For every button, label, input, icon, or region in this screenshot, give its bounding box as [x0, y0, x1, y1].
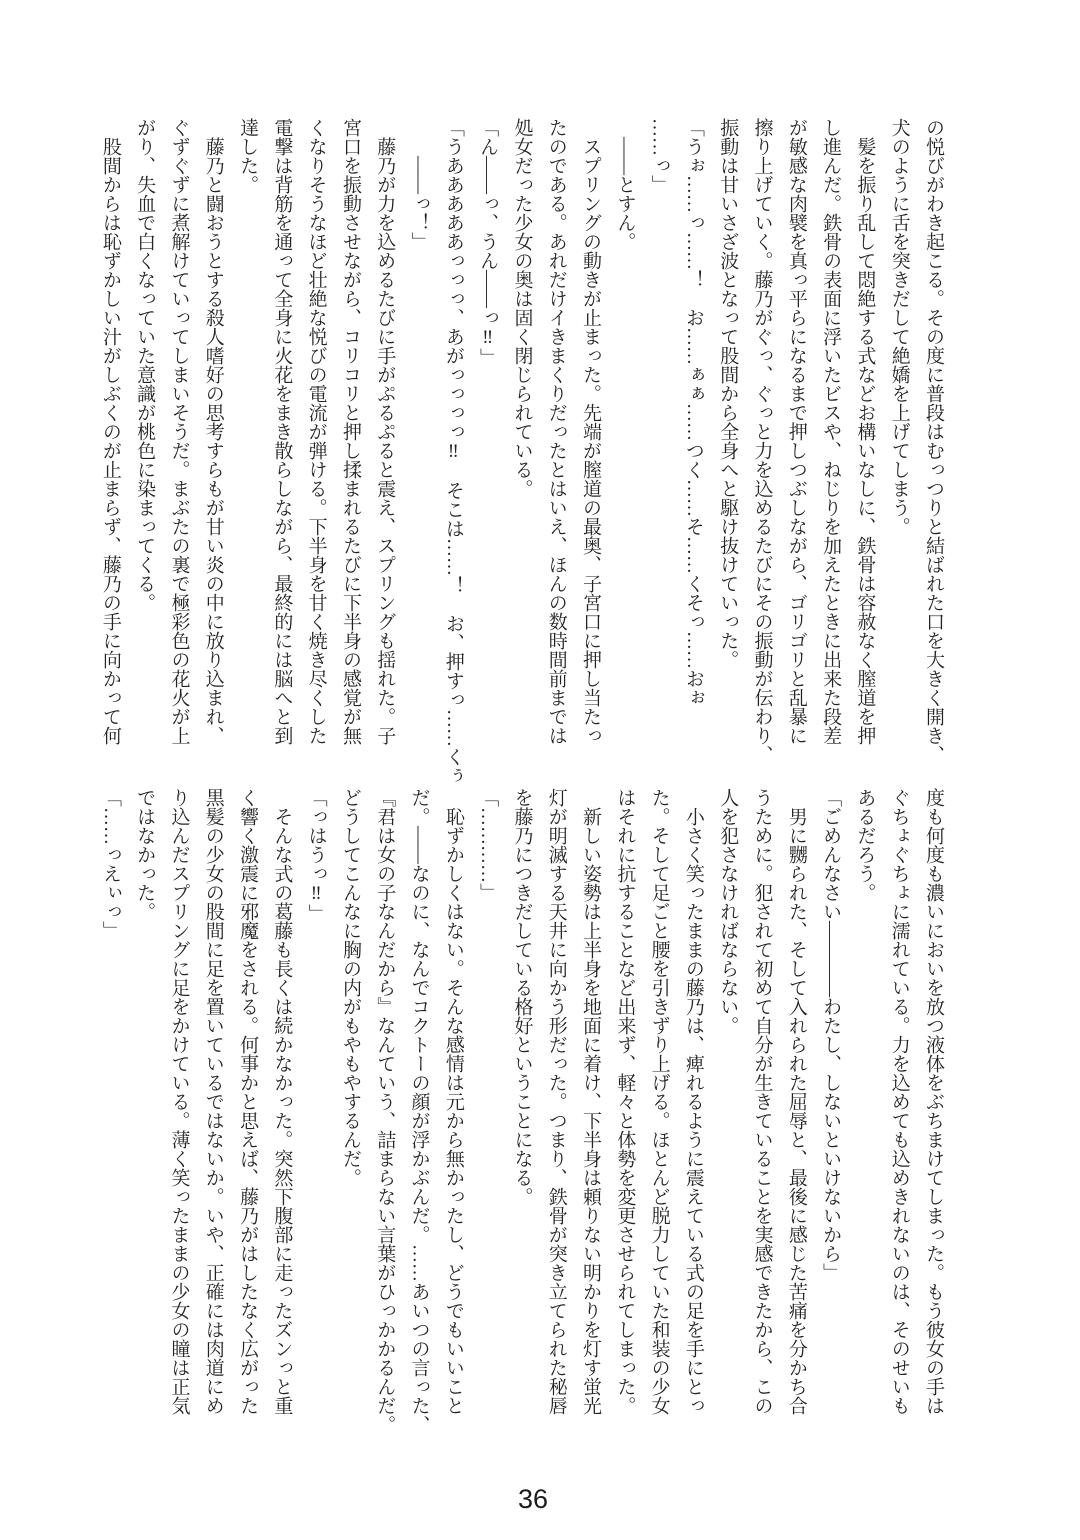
text-column: 「ごめんなさい――――わたし、しないといけないから」	[820, 788, 842, 1282]
text-column: 電撃は背筋を通って全身に火花をまき散らしながら、最終的には脳へと到	[271, 118, 293, 745]
page-number: 36	[517, 1484, 549, 1514]
text-column: が敏感な肉襞を真っ平らになるまで押しつぶしながら、ゴリゴリと乱暴に	[785, 118, 807, 745]
text-column: り込んだスプリングに足をかけている。薄く笑ったままの少女の瞳は正気	[168, 788, 190, 1415]
text-column: 藤乃と闘おうとする殺人嗜好の思考すらもが甘い炎の中に放り込まれ、	[202, 118, 224, 745]
text-column: たのである。あれだけイきまくりだったとはいえ、ほんの数時間前までは	[545, 118, 567, 745]
text-column: スプリングの動きが止まった。先端が膣道の最奥、子宮口に押し当たっ	[580, 118, 602, 745]
text-column: 「うあああああっっっ、あがっっっっ‼ そこは……！ お、押すっ……くぅ	[442, 118, 464, 785]
text-column: の悦びがわき起こる。その度に普段はむっつりと結ばれた口を大きく開き、	[923, 118, 944, 764]
text-column: 男に嬲られた、そして入れられた屈辱と、最後に感じた苦痛を分かち合	[785, 788, 807, 1415]
text-column: 「ん――っ、うん――っ‼」	[477, 118, 499, 367]
text-column: ぐずぐずに煮解けていってしまいそうだ。まぶたの裏で極彩色の花火が上	[168, 118, 190, 745]
text-column: 『君は女の子なんだから』なんていう、詰まらない言葉がひっかかるんだ。	[374, 788, 396, 1434]
text-column: 「うぉ……っ……！ お……ぁぁ……つく……そ……くそっ……おぉ	[682, 118, 704, 707]
text-column: ――とすん。	[614, 118, 636, 251]
text-column: 人を犯さなければならない。	[717, 788, 739, 1035]
text-column: 黒髪の少女の股間に足を置いているではないか。いや、正確には肉道にめ	[202, 788, 224, 1415]
text-column: 小さく笑ったままの藤乃は、痺れるように震えている式の足を手にとっ	[682, 788, 704, 1415]
text-column: くなりそうなほど壮絶な悦びの電流が弾ける。下半身を甘く焼き尽くした	[305, 118, 327, 745]
text-column: 「……っえぃっ」	[99, 788, 121, 940]
text-column: 髪を振り乱して悶絶する式などお構いなしに、鉄骨は容赦なく膣道を押	[854, 118, 876, 745]
text-column: 灯が明滅する天井に向かう形だった。つまり、鉄骨が突き立てられた秘唇	[545, 788, 567, 1415]
text-column: た。そして足ごと腰を引きずり上げる。ほとんど脱力していた和装の少女	[648, 788, 670, 1415]
text-block-top	[93, 118, 950, 785]
text-column: だ。――なのに、なんでコクトーの顔が浮かぶんだ。……あいつの言った、	[408, 788, 430, 1434]
text-column: そんな式の葛藤も長くは続かなかった。突然下腹部に走ったズンっと重	[271, 788, 293, 1415]
text-column: 度も何度も濃いにおいを放つ液体をぶちまけてしまった。もう彼女の手は	[923, 788, 944, 1415]
text-column: 「…………」	[477, 788, 499, 902]
text-column: うために。犯されて初めて自分が生きていることを実感できたから、この	[751, 788, 773, 1415]
text-column: あるだろう。	[854, 788, 876, 902]
text-column: ではなかった。	[134, 788, 156, 921]
text-column: 恥ずかしくはない。そんな感情は元から無かったし、どうでもいいこと	[442, 788, 464, 1415]
text-column: し進んだ。鉄骨の表面に浮いたビスや、ねじりを加えたときに出来た段差	[820, 118, 842, 745]
text-column: 擦り上げていく。藤乃がぐっ、ぐっと力を込めるたびにその振動が伝わり、	[751, 118, 773, 764]
text-column: 股間からは恥ずかしい汁がしぶくのが止まらず、藤乃の手に向かって何	[99, 118, 121, 745]
text-column: はそれに抗することなど出来ず、軽々と体勢を変更させられてしまった。	[614, 788, 636, 1415]
text-column: どうしてこんなに胸の内がもやもやするんだ。	[339, 788, 361, 1187]
text-column: 宮口を振動させながら、コリコリと押し揉まれるたびに下半身の感覚が無	[339, 118, 361, 745]
text-column: 犬のように舌を突きだして絶嬌を上げてしまう。	[888, 118, 910, 536]
text-column: 新しい姿勢は上半身を地面に着け、下半身は頼りない明かりを灯す蛍光	[580, 788, 602, 1415]
text-column: 達した。	[237, 118, 259, 194]
text-block-bottom	[93, 788, 950, 1448]
text-column: 振動は甘いさざ波となって股間から全身へと駆け抜けていった。	[717, 118, 739, 669]
text-column: ぐちょぐちょに濡れている。力を込めても込めきれないのは、そのせいも	[888, 788, 910, 1415]
text-column: 藤乃が力を込めるたびに手がぷるぷると震え、スプリングも揺れた。子	[374, 118, 396, 745]
text-column: く響く激震に邪魔をされる。何事かと思えば、藤乃がはしたなく広がった	[237, 788, 259, 1415]
text-column: 処女だった少女の奥は固く閉じられている。	[511, 118, 533, 498]
text-column: がり、失血で白くなっていた意識が桃色に染まってくる。	[134, 118, 156, 612]
text-column: を藤乃につきだしている格好ということになる。	[511, 788, 533, 1206]
text-column: 「っはうっ‼」	[305, 788, 327, 923]
text-column: ――っ！」	[408, 118, 430, 251]
text-column: ……っ」	[648, 118, 670, 194]
